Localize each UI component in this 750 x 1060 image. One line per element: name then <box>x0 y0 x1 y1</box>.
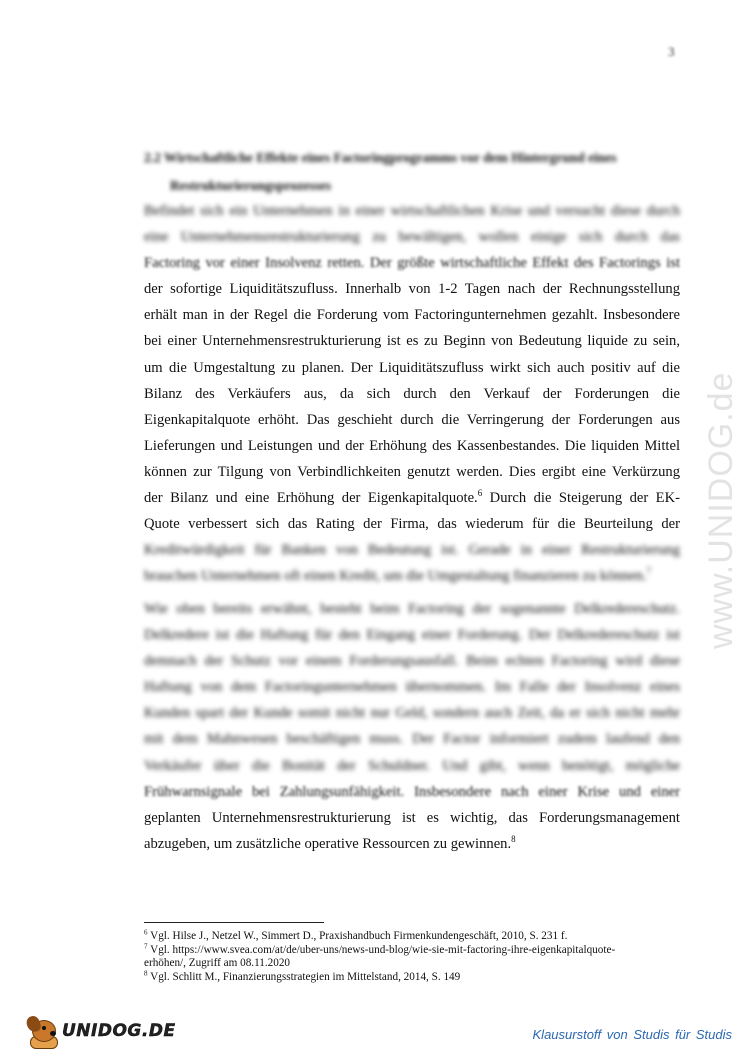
text-line: eine Unternehmensrestrukturierung zu bewältigen, wollen einige sich durch das <box>144 229 680 246</box>
text-line: der sofortige Liquiditätszufluss. Innerhalb von 1-2 Tagen nach der Rechnungsstellung <box>144 281 680 298</box>
section-heading <box>144 144 684 200</box>
footnote-mark: 6 <box>144 928 148 937</box>
text-segment: Durch die Steigerung der EK- <box>482 490 680 507</box>
dog-mascot-icon <box>24 1014 60 1048</box>
footnote-text: Vgl. Hilse J., Netzel W., Simmert D., Praxishandbuch Firmenkundengeschäft, 2010, S. 231 f. <box>150 930 568 942</box>
unidog-logo <box>24 1014 176 1048</box>
text-line: Kreditwürdigkeit für Banken von Bedeutung ist. Gerade in einer Restrukturierung <box>144 542 680 559</box>
text-line: Delkredere ist die Haftung für den Eingang einer Forderung. Der Delkredereschutz ist <box>144 627 680 644</box>
footnote-text: Vgl. https://www.svea.com/at/de/uber-uns/news-und-blog/wie-sie-mit-factoring-ihre-eigenkapitalquote- <box>150 943 616 956</box>
heading-line-1: 2.2 Wirtschaftliche Effekte eines Factoringprogramms vor dem Hintergrund eines <box>144 150 617 165</box>
footnote-text: Vgl. Schlitt M., Finanzierungsstrategien im Mittelstand, 2014, S. 149 <box>150 970 461 983</box>
watermark: www.UNIDOG.de <box>702 371 740 649</box>
footnote-ref-6: 6 <box>477 488 483 499</box>
text-line: Factoring vor einer Insolvenz retten. Der größte wirtschaftliche Effekt des Factorings ist <box>144 255 680 272</box>
text-segment: abzugeben, um zusätzliche operative Ressourcen zu gewinnen. <box>144 835 512 852</box>
text-line-footnote-8 <box>144 831 680 857</box>
text-segment: der Bilanz und eine Erhöhung der Eigenkapitalquote. <box>144 490 478 507</box>
text-line: um die Umgestaltung zu planen. Der Liquiditätszufluss wirkt sich auch positiv auf die <box>144 359 680 376</box>
text-line: Haftung von dem Factoringunternehmen übernommen. Im Falle der Insolvenz eines <box>144 679 680 696</box>
footnote-ref-8: 8 <box>511 833 516 844</box>
text-line-footnote-6 <box>144 485 680 511</box>
text-line: erhält man in der Regel die Forderung vom Factoringunternehmen gezahlt. Insbesondere <box>144 307 680 324</box>
paragraph-1 <box>144 198 680 589</box>
footnote-divider <box>144 922 324 923</box>
heading-line-2: Restrukturierungsprozesses <box>170 178 331 193</box>
logo-text: UNIDOG.DE <box>62 1021 176 1041</box>
footnote-mark: 7 <box>144 941 148 950</box>
text-line: können zur Tilgung von Verbindlichkeiten genutzt werden. Dies ergibt eine Verkürzung <box>144 463 680 480</box>
footnote-mark: 8 <box>144 969 148 978</box>
page-number: 3 <box>668 44 675 59</box>
footnote-ref-7: 7 <box>646 566 652 577</box>
text-line: Frühwarnsignale bei Zahlungsunfähigkeit. Insbesondere nach einer Krise und einer <box>144 783 680 800</box>
text-line: Kunden spart der Kunde somit nicht nur Geld, sondern auch Zeit, da er sich nicht mehr <box>144 705 680 722</box>
paragraph-2 <box>144 596 680 857</box>
footnote-text: erhöhen/, Zugriff am 08.11.2020 <box>144 957 291 970</box>
text-line: Wie oben bereits erwähnt, besteht beim Factoring der sogenannte Delkredereschutz. <box>144 601 680 617</box>
text-segment: brauchen Unternehmen oft einen Kredit, um die Umgestaltung finanzieren zu können. <box>144 568 647 585</box>
text-line: bei einer Unternehmensrestrukturierung ist es zu Beginn von Bedeutung liquide zu sein, <box>144 333 680 350</box>
text-line: Eigenkapitalquote erhöht. Das geschieht durch die Verringerung der Forderungen aus <box>144 411 680 428</box>
text-line: geplanten Unternehmensrestrukturierung ist es wichtig, das Forderungsmanagement <box>144 809 680 826</box>
footer-slogan: Klausurstoff von Studis für Studis <box>532 1027 732 1042</box>
footnote-7-continued <box>144 957 684 971</box>
text-line-footnote-7 <box>144 563 680 589</box>
text-line: Bilanz des Verkäufers aus, da sich durch den Verkauf der Forderungen die <box>144 385 680 402</box>
text-line: Lieferungen und Leistungen und der Erhöhung des Kassenbestandes. Die liquiden Mittel <box>144 437 680 454</box>
footnote-6 <box>144 930 684 944</box>
text-line: mit dem Mahnwesen beschäftigen muss. Der Factor informiert zudem laufend den <box>144 731 680 748</box>
footnote-7 <box>144 941 684 958</box>
footnotes <box>144 930 684 984</box>
text-line: Befindet sich ein Unternehmen in einer wirtschaftlichen Krise und versucht diese durch <box>144 203 680 219</box>
text-line: demnach der Schutz vor einem Forderungsausfall. Beim echten Factoring wird diese <box>144 653 680 670</box>
footnote-8 <box>144 971 684 985</box>
text-line: Verkäufer über die Bonität der Schuldner. Und gibt, wenn benötigt, mögliche <box>144 757 680 774</box>
text-line: Quote verbessert sich das Rating der Firma, das wiederum für die Beurteilung der <box>144 516 680 533</box>
